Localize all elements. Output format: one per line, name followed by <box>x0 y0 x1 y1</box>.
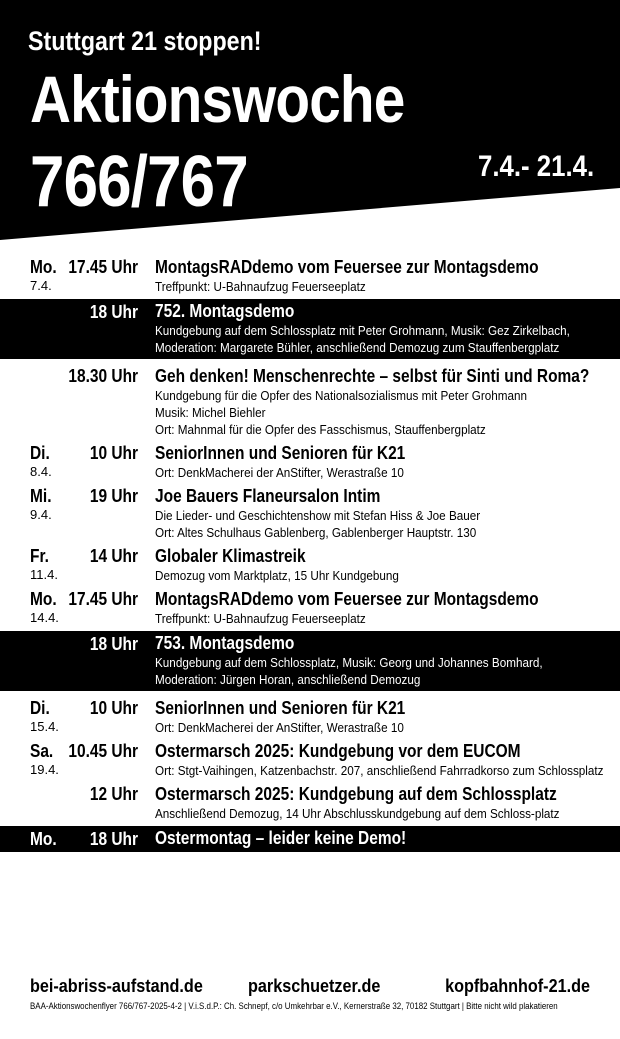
event-date: 7.4. <box>30 278 52 293</box>
footer-link-kopfbahnhof-21[interactable]: kopfbahnhof-21.de <box>445 976 590 996</box>
imprint-text: BAA-Aktionswochenflyer 766/767-2025-4-2 | V.i.S.d.P.: Ch. Schnepf, c/o Umkehrbar e.V., Kernerstraße 32, 70182 Stuttgart | Bitte nicht wild plakatieren <box>30 1001 558 1011</box>
event-body <box>155 589 605 627</box>
event-title: Globaler Klimastreik <box>155 546 306 566</box>
event-detail: Kundgebung auf dem Schlossplatz, Musik: Georg und Johannes Bomhard, Moderation: Jürgen Horan, anschließend Demozug <box>155 655 543 687</box>
event-detail: Treffpunkt: U-Bahnaufzug Feuerseeplatz <box>155 279 366 294</box>
event-time: 18 Uhr <box>89 634 138 654</box>
event-detail: Demozug vom Marktplatz, 15 Uhr Kundgebung <box>155 568 399 583</box>
event-day: Di. <box>30 698 50 718</box>
event-body <box>155 784 605 822</box>
event-row <box>0 440 620 483</box>
event-detail: Musik: Michel Biehler <box>155 405 266 420</box>
event-detail: Ort: Mahnmal für die Opfer des Fasschismus, Stauffenbergplatz <box>155 422 486 437</box>
event-row <box>0 781 620 824</box>
event-date: 15.4. <box>30 719 59 734</box>
event-time: 19 Uhr <box>89 486 138 506</box>
page-title: Aktionswoche <box>30 62 405 136</box>
event-date: 19.4. <box>30 762 59 777</box>
event-body <box>155 633 605 688</box>
event-day: Fr. <box>30 546 49 566</box>
event-time: 12 Uhr <box>89 784 138 804</box>
event-time: 18.30 Uhr <box>68 366 138 386</box>
event-row <box>0 586 620 629</box>
event-detail: Treffpunkt: U-Bahnaufzug Feuerseeplatz <box>155 611 366 626</box>
event-time: 14 Uhr <box>89 546 138 566</box>
event-time: 18 Uhr <box>89 829 138 849</box>
event-list <box>0 254 620 865</box>
event-detail: Anschließend Demozug, 14 Uhr Abschlusskundgebung auf dem Schloss-platz <box>155 806 560 821</box>
event-row <box>0 254 620 297</box>
event-title: SeniorInnen und Senioren für K21 <box>155 443 406 463</box>
event-title: Joe Bauers Flaneursalon Intim <box>155 486 381 506</box>
event-detail: Die Lieder- und Geschichtenshow mit Stefan Hiss & Joe Bauer <box>155 508 481 523</box>
event-body <box>155 301 605 356</box>
event-row <box>0 631 620 691</box>
event-detail: Kundgebung für die Opfer des Nationalsozialismus mit Peter Grohmann <box>155 388 527 403</box>
date-range: 7.4.- 21.4. <box>478 150 595 183</box>
event-body <box>155 486 605 541</box>
event-date: 21.4. <box>30 850 59 865</box>
event-row <box>0 695 620 738</box>
event-body <box>155 443 605 481</box>
event-time: 10 Uhr <box>89 698 138 718</box>
event-date: 9.4. <box>30 507 52 522</box>
footer-link-parkschuetzer[interactable]: parkschuetzer.de <box>248 976 381 996</box>
event-row <box>0 299 620 359</box>
event-title: Ostermarsch 2025: Kundgebung auf dem Schlossplatz <box>155 784 557 804</box>
event-row <box>0 363 620 440</box>
event-date: 14.4. <box>30 610 59 625</box>
event-time: 10.45 Uhr <box>68 741 138 761</box>
event-detail: Ort: DenkMacherei der AnStifter, Werastraße 10 <box>155 720 404 735</box>
event-row <box>0 738 620 781</box>
event-title: MontagsRADdemo vom Feuersee zur Montagsdemo <box>155 257 539 277</box>
event-time: 18 Uhr <box>89 302 138 322</box>
event-row <box>0 826 620 865</box>
event-date: 8.4. <box>30 464 52 479</box>
event-day: Mo. <box>30 589 57 609</box>
event-day: Mi. <box>30 486 52 506</box>
event-title: 752. Montagsdemo <box>155 301 295 321</box>
event-body <box>155 741 605 779</box>
event-body <box>155 698 605 736</box>
event-body <box>155 828 605 849</box>
event-title: Ostermontag – leider keine Demo! <box>155 828 407 848</box>
event-title: Ostermarsch 2025: Kundgebung vor dem EUCOM <box>155 741 521 761</box>
event-day: Di. <box>30 443 50 463</box>
kicker-text: Stuttgart 21 stoppen! <box>28 26 262 56</box>
event-body <box>155 546 605 584</box>
event-day: Mo. <box>30 257 57 277</box>
event-time: 17.45 Uhr <box>68 589 138 609</box>
event-time: 17.45 Uhr <box>68 257 138 277</box>
event-detail: Kundgebung auf dem Schlossplatz mit Peter Grohmann, Musik: Gez Zirkelbach, Moderation: Margarete Bühler, anschließend Demozug zum Stauffenbergplatz <box>155 323 570 355</box>
event-detail: Ort: DenkMacherei der AnStifter, Werastraße 10 <box>155 465 404 480</box>
event-title: 753. Montagsdemo <box>155 633 295 653</box>
event-date: 11.4. <box>30 567 58 582</box>
header-banner <box>0 0 620 245</box>
event-row <box>0 483 620 543</box>
event-body <box>155 366 605 438</box>
week-number: 766/767 <box>30 142 248 222</box>
event-time: 10 Uhr <box>89 443 138 463</box>
event-row <box>0 543 620 586</box>
event-title: SeniorInnen und Senioren für K21 <box>155 698 406 718</box>
event-title: Geh denken! Menschenrechte – selbst für Sinti und Roma? <box>155 366 590 386</box>
footer-link-bei-abriss-aufstand[interactable]: bei-abriss-aufstand.de <box>30 976 203 996</box>
event-detail: Ort: Stgt-Vaihingen, Katzenbachstr. 207, anschließend Fahrradkorso zum Schlossplatz <box>155 763 604 778</box>
event-body <box>155 257 605 295</box>
event-title: MontagsRADdemo vom Feuersee zur Montagsdemo <box>155 589 539 609</box>
event-day: Sa. <box>30 741 54 761</box>
event-detail: Ort: Altes Schulhaus Gablenberg, Gablenberger Hauptstr. 130 <box>155 525 477 540</box>
event-day: Mo. <box>30 829 57 849</box>
